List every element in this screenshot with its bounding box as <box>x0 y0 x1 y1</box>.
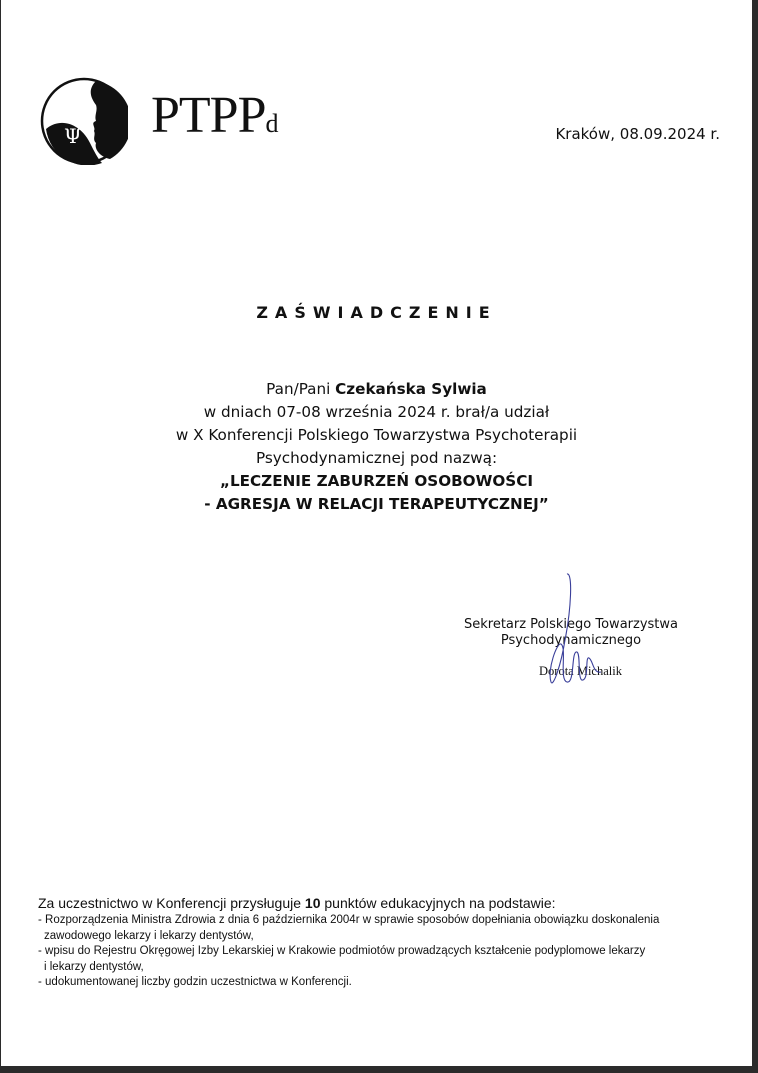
event-title-line: - AGRESJA W RELACJI TERAPEUTYCZNEJ” <box>204 495 549 513</box>
role-line: Sekretarz Polskiego Towarzystwa <box>463 617 678 632</box>
handwritten-signature-icon <box>531 570 611 690</box>
lead-text: Za uczestnictwo w Konferencji przysługuje <box>38 895 302 911</box>
basis-line: - wpisu do Rejestru Okręgowej Izby Lekarskiej w Krakowie podmiotów prowadzących kształcenie podyplomowe lekarzy <box>38 945 646 957</box>
body-line: Psychodynamicznej pod nazwą: <box>255 449 498 467</box>
basis-item <box>38 975 659 991</box>
recipient-name: Czekańska Sylwia <box>335 380 487 398</box>
svg-text:Ψ: Ψ <box>64 124 82 148</box>
lead-text: punktów edukacyjnych na podstawie: <box>324 895 556 911</box>
brand-sub: d <box>265 109 279 138</box>
basis-line: zawodowego lekarzy i lekarzy dentystów, <box>44 929 254 942</box>
issue-date: Kraków, 08.09.2024 r. <box>555 125 720 143</box>
certificate-body <box>1 378 752 516</box>
basis-line: - Rozporządzenia Ministra Zdrowia z dnia 6 października 2004r w sprawie sposobów dopełniania obowiązku doskonalenia <box>38 914 660 926</box>
event-title-line: „LECZENIE ZABURZEŃ OSOBOWOŚCI <box>220 472 533 490</box>
document-title: ZAŚWIADCZENIE <box>256 303 497 322</box>
points-statement <box>38 893 659 913</box>
signatory-name: Dorota Michalik <box>539 664 622 678</box>
basis-item <box>38 913 659 944</box>
ptppd-logo-icon <box>40 77 128 165</box>
basis-line: i lekarzy dentystów, <box>44 960 144 973</box>
footer-notes <box>38 893 659 991</box>
recipient-line <box>1 378 752 401</box>
body-line: w X Konferencji Polskiego Towarzystwa Psychoterapii <box>175 426 578 444</box>
points-value: 10 <box>304 895 321 911</box>
certificate-page <box>1 0 752 1066</box>
brand-main: PTPP <box>151 87 266 144</box>
role-line: Psychodynamicznego <box>500 633 642 648</box>
salutation: Pan/Pani <box>266 380 331 398</box>
basis-item <box>38 944 659 975</box>
brand-wordmark <box>151 86 279 154</box>
body-line: w dniach 07-08 września 2024 r. brał/a udział <box>203 403 550 421</box>
basis-line: - udokumentowanej liczby godzin uczestnictwa w Konferencji. <box>38 976 352 988</box>
